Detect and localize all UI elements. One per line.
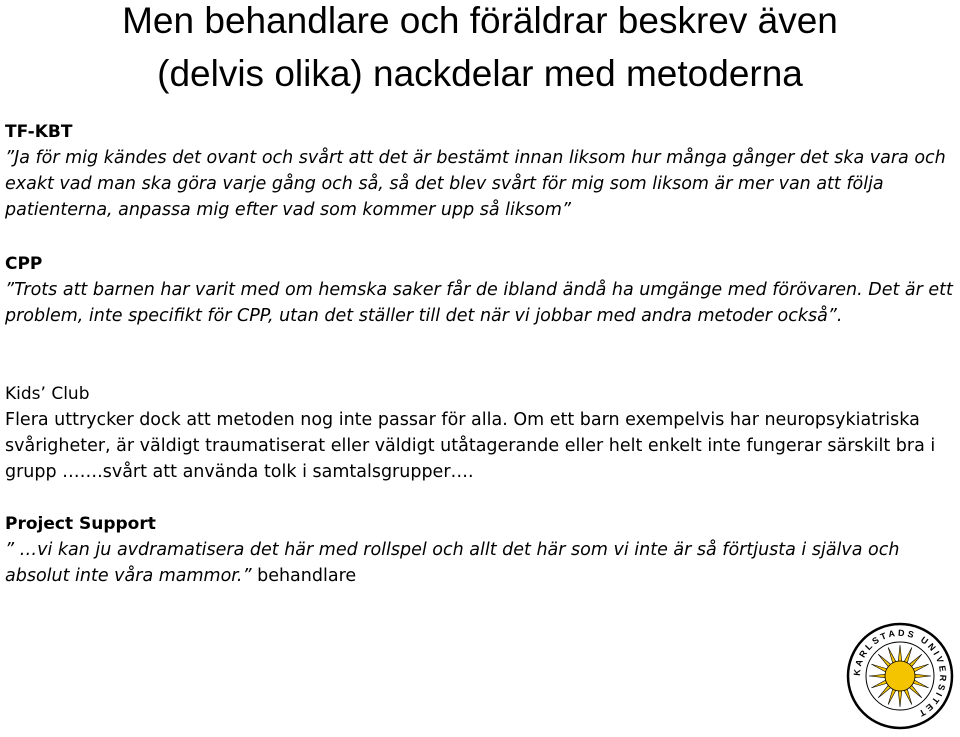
sun-ray bbox=[898, 645, 902, 662]
title-line-1: Men behandlare och föräldrar beskrev även bbox=[122, 0, 838, 41]
section-attribution: behandlare bbox=[251, 566, 357, 586]
section-kids-club bbox=[5, 381, 955, 485]
section-tf-kbt bbox=[5, 119, 955, 223]
sun-ray bbox=[898, 690, 902, 707]
section-project-support bbox=[5, 511, 955, 589]
section-quote-wrap bbox=[5, 537, 955, 589]
section-heading: Project Support bbox=[5, 514, 156, 534]
section-quote: ”Ja för mig kändes det ovant och svårt att det är bestämt innan liksom hur många gånger det ska vara och exakt vad man ska göra varje gång och så, så det blev svårt för mig som liksom är mer van att följa patienterna, anpassa mig efter vad som kommer upp så liksom” bbox=[5, 148, 946, 220]
sun-ray bbox=[914, 674, 931, 678]
section-quote: ” …vi kan ju avdramatisera det här med rollspel och allt det här som vi inte är så förtjusta i själva och absolut inte våra mammor.” bbox=[5, 540, 900, 586]
section-cpp bbox=[5, 251, 955, 329]
section-quote: ”Trots att barnen har varit med om hemska saker får de ibland ändå ha umgänge med förövaren. Det är ett problem, inte specifikt för CPP, utan det ställer till det när vi jobbar med andra metoder också”. bbox=[5, 280, 953, 326]
section-text: Flera uttrycker dock att metoden nog inte passar för alla. Om ett barn exempelvis har neuropsykiatriska svårigheter, är väldigt traumatiserat eller väldigt utåtagerande eller helt enkelt inte fungerar särskilt bra i grupp …….svårt att använda tolk i samtalsgrupper…. bbox=[5, 410, 936, 482]
logo-ring-text: KARLSTADS UNIVERSITET bbox=[851, 627, 949, 720]
slide-title bbox=[0, 0, 960, 100]
university-logo bbox=[844, 620, 956, 732]
sun-seal-icon bbox=[844, 620, 956, 732]
sun-ray bbox=[869, 674, 886, 678]
section-heading: Kids’ Club bbox=[5, 384, 90, 404]
title-line-2: (delvis olika) nackdelar med metoderna bbox=[157, 53, 803, 94]
section-heading: TF-KBT bbox=[5, 122, 73, 142]
section-heading: CPP bbox=[5, 254, 43, 274]
